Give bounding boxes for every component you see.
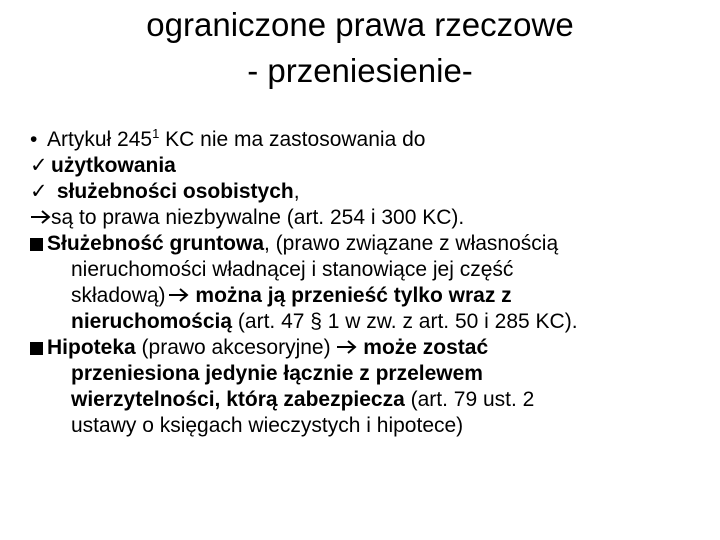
check-line-sluzebnosci bbox=[30, 179, 710, 205]
check-line-uzytkowania bbox=[30, 153, 710, 179]
hipoteka-mid: (prawo akcesoryjne) bbox=[135, 336, 337, 359]
continuation-line bbox=[30, 257, 710, 283]
checkmark-icon: ✓ bbox=[30, 154, 48, 177]
slide-title bbox=[60, 2, 660, 94]
nieruchomosci-wladnacej-text: nieruchomości władnącej i stanowiące jej część bbox=[71, 258, 514, 281]
continuation-line bbox=[30, 283, 710, 309]
title-line-2: - przeniesienie- bbox=[247, 52, 473, 89]
box-line-hipoteka bbox=[30, 335, 710, 361]
sluzebnosc-gruntowa-tail: , (prawo związane z własnością bbox=[264, 232, 559, 255]
title-line-1: ograniczone prawa rzeczowe bbox=[146, 6, 574, 43]
square-bullet-icon bbox=[30, 342, 43, 355]
nieruchomoscia-text: nieruchomością bbox=[71, 310, 233, 333]
nieruchomoscia-tail: (art. 47 § 1 w zw. z art. 50 i 285 KC). bbox=[232, 310, 578, 333]
niezbywalne-text: są to prawa niezbywalne (art. 254 i 300 KC). bbox=[51, 206, 465, 229]
continuation-line bbox=[30, 309, 710, 335]
bullet-line-article-245 bbox=[30, 127, 710, 153]
ustawy-text: ustawy o księgach wieczystych i hipotece) bbox=[71, 414, 464, 437]
square-bullet-icon bbox=[30, 238, 43, 251]
hipoteka-text: Hipoteka bbox=[47, 336, 136, 359]
moze-zostac-text: może zostać bbox=[363, 336, 489, 359]
right-arrow-icon bbox=[336, 337, 357, 363]
box-line-sluzebnosc-gruntowa bbox=[30, 231, 710, 257]
continuation-line bbox=[30, 361, 710, 387]
sluzebnosc-gruntowa-text: Służebność gruntowa bbox=[47, 232, 265, 255]
wierzytelnosci-tail: (art. 79 ust. 2 bbox=[404, 388, 535, 411]
continuation-line bbox=[30, 413, 710, 439]
sluzebnosci-osobistych-text: służebności osobistych bbox=[56, 180, 294, 203]
continuation-line bbox=[30, 387, 710, 413]
przeniesiona-text: przeniesiona jedynie łącznie z przelewem bbox=[71, 362, 483, 385]
article-245-tail: KC nie ma zastosowania do bbox=[159, 128, 426, 151]
mozna-przeniesc-text: można ją przenieść tylko wraz z bbox=[195, 284, 512, 307]
wierzytelnosci-text: wierzytelności, którą zabezpiecza bbox=[71, 388, 405, 411]
skladowa-text: składową) bbox=[71, 284, 166, 307]
sluzebnosci-tail: , bbox=[293, 180, 300, 203]
right-arrow-icon bbox=[166, 285, 190, 311]
article-245-text: Artykuł 245 bbox=[47, 128, 153, 151]
uzytkowania-text: użytkowania bbox=[51, 154, 176, 177]
bullet-icon: • bbox=[30, 128, 38, 151]
right-arrow-icon bbox=[30, 207, 51, 233]
arrow-line-niezbywalne bbox=[30, 205, 710, 231]
slide-body bbox=[30, 127, 710, 439]
article-245-superscript: 1 bbox=[152, 126, 160, 141]
checkmark-icon: ✓ bbox=[30, 180, 48, 203]
